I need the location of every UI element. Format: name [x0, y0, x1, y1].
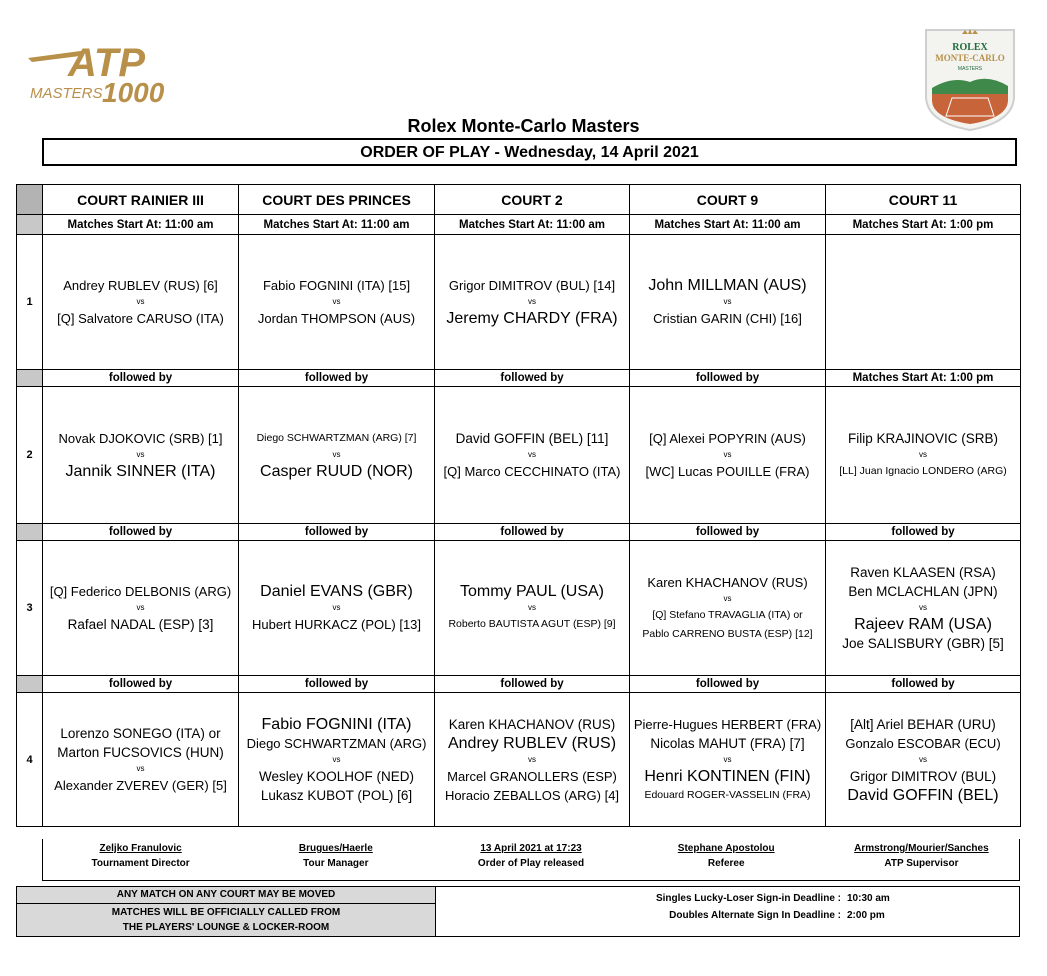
player-name: [LL] Juan Ignacio LONDERO (ARG) [839, 465, 1007, 477]
start-time: Matches Start At: 1:00 pm [826, 215, 1021, 235]
vs-label: vs [332, 603, 341, 612]
player-name: Nicolas MAHUT (FRA) [7] [650, 735, 805, 751]
player-name: Tommy PAUL (USA) [459, 583, 604, 600]
player-name: Andrey RUBLEV (RUS) [6] [63, 278, 218, 293]
vs-label: vs [723, 450, 732, 459]
followed-by: followed by [630, 524, 826, 541]
svg-text:ATP: ATP [68, 41, 146, 85]
court-header-row [17, 185, 1021, 215]
match-cell [630, 693, 826, 827]
official-name: Brugues/Haerle [298, 843, 373, 854]
player-name: Fabio FOGNINI (ITA) [15] [262, 278, 411, 293]
match-row [17, 235, 1021, 370]
player-name: John MILLMAN (AUS) [648, 277, 807, 294]
vs-label: vs [919, 754, 927, 764]
player-name: [Q] Stefano TRAVAGLIA (ITA) or [652, 608, 803, 621]
order-of-play-grid [16, 184, 1021, 827]
player-name: Grigor DIMITROV (BUL) [849, 768, 997, 784]
player-name: [Q] Alexei POPYRIN (AUS) [649, 431, 806, 446]
official [433, 839, 628, 880]
svg-text:ROLEX: ROLEX [952, 42, 988, 53]
footer-notices [16, 886, 1020, 937]
vs-label: vs [919, 450, 927, 459]
player-name: Hubert HURKACZ (POL) [13] [251, 617, 422, 632]
start-time: Matches Start At: 11:00 am [630, 215, 826, 235]
player-name: Horacio ZEBALLOS (ARG) [4] [444, 787, 620, 803]
followed-by: followed by [826, 524, 1021, 541]
player-name: Jordan THOMPSON (AUS) [257, 311, 416, 326]
followed-by: followed by [435, 676, 630, 693]
svg-text:1000: 1000 [102, 77, 165, 106]
start-time: Matches Start At: 11:00 am [239, 215, 435, 235]
player-name: Pablo CARRENO BUSTA (ESP) [12] [642, 627, 813, 640]
official [629, 839, 824, 880]
player-name: Henri KONTINEN (FIN) [644, 767, 811, 785]
row-spacer [17, 215, 43, 235]
player-name: Jeremy CHARDY (FRA) [446, 310, 618, 327]
match-cell [435, 541, 630, 676]
player-name: Ben MCLACHLAN (JPN) [848, 584, 998, 599]
match-cell [826, 693, 1021, 827]
match-cell [826, 541, 1021, 676]
match-number: 3 [17, 541, 43, 676]
player-name: Casper RUUD (NOR) [260, 463, 413, 480]
player-name: Edouard ROGER-VASSELIN (FRA) [644, 788, 811, 801]
atp-masters-1000-logo [28, 36, 178, 106]
match-number: 2 [17, 387, 43, 524]
player-name: [WC] Lucas POUILLE (FRA) [645, 464, 810, 479]
player-name: Karen KHACHANOV (RUS) [647, 574, 808, 590]
court-name: COURT 2 [435, 185, 630, 215]
match-row [17, 387, 1021, 524]
vs-label: vs [528, 603, 536, 612]
match-number: 4 [17, 693, 43, 827]
player-name: Roberto BAUTISTA AGUT (ESP) [9] [448, 618, 616, 630]
match-cell [43, 693, 239, 827]
player-name: Andrey RUBLEV (RUS) [447, 734, 617, 752]
start-time: Matches Start At: 11:00 am [43, 215, 239, 235]
followed-by: followed by [239, 524, 435, 541]
player-name: Grigor DIMITROV (BUL) [14] [448, 278, 616, 293]
vs-label: vs [528, 450, 536, 459]
player-name: Rafael NADAL (ESP) [3] [67, 617, 214, 632]
player-name: Rajeev RAM (USA) [854, 616, 992, 633]
player-name: [Q] Salvatore CARUSO (ITA) [57, 311, 224, 326]
official-role: Tournament Director [91, 858, 190, 869]
row-spacer [17, 370, 43, 387]
match-cell [43, 387, 239, 524]
followed-by: followed by [43, 370, 239, 387]
match-cell [630, 387, 826, 524]
official-name: Zeljko Franulovic [99, 843, 182, 854]
player-name: Alexander ZVEREV (GER) [5] [54, 778, 227, 793]
row-spacer [17, 676, 43, 693]
match-cell [826, 235, 1021, 370]
match-row [17, 693, 1021, 827]
match-cell [826, 387, 1021, 524]
followed-by: followed by [435, 370, 630, 387]
match-number: 1 [17, 235, 43, 370]
official-role: Referee [707, 858, 745, 869]
vs-label: vs [136, 764, 145, 773]
player-name: Lorenzo SONEGO (ITA) or [60, 726, 221, 741]
vs-label: vs [723, 593, 732, 603]
followed-by: Matches Start At: 1:00 pm [826, 370, 1021, 387]
player-name: Cristian GARIN (CHI) [16] [653, 311, 802, 326]
player-name: [Q] Marco CECCHINATO (ITA) [443, 464, 621, 479]
court-name: COURT 11 [826, 185, 1021, 215]
player-name: Marton FUCSOVICS (HUN) [57, 745, 224, 760]
player-name: Wesley KOOLHOF (NED) [258, 768, 415, 784]
vs-label: vs [332, 450, 341, 459]
followed-by: followed by [43, 524, 239, 541]
court-name: COURT 9 [630, 185, 826, 215]
notice-move: ANY MATCH ON ANY COURT MAY BE MOVED [17, 887, 435, 904]
start-time: Matches Start At: 11:00 am [435, 215, 630, 235]
tournament-title: Rolex Monte-Carlo Masters [407, 116, 640, 136]
official-name: Armstrong/Mourier/Sanches [854, 843, 989, 854]
player-name: Novak DJOKOVIC (SRB) [1] [58, 431, 223, 446]
deadline-doubles: Doubles Alternate Sign In Deadline : 2:00 pm [669, 910, 885, 921]
followed-by: followed by [239, 676, 435, 693]
official-name: 13 April 2021 at 17:23 [480, 843, 582, 854]
player-name: Lukasz KUBOT (POL) [6] [260, 787, 413, 803]
vs-label: vs [136, 450, 145, 459]
player-name: Marcel GRANOLLERS (ESP) [447, 768, 617, 784]
vs-label: vs [332, 297, 341, 306]
followed-by-row [17, 524, 1021, 541]
player-name: Jannik SINNER (ITA) [65, 463, 216, 480]
player-name: Diego SCHWARTZMAN (ARG) [7] [256, 432, 417, 444]
match-cell [43, 541, 239, 676]
official-role: Tour Manager [303, 858, 369, 869]
player-name: David GOFFIN (BEL) [847, 786, 999, 804]
start-time-row [17, 215, 1021, 235]
svg-text:MONTE-CARLO: MONTE-CARLO [935, 53, 1005, 63]
vs-label: vs [136, 603, 145, 612]
followed-by: followed by [630, 370, 826, 387]
official [238, 839, 433, 880]
match-cell [43, 235, 239, 370]
match-cell [630, 541, 826, 676]
vs-label: vs [528, 297, 536, 306]
match-cell [435, 387, 630, 524]
official-role: Order of Play released [477, 858, 585, 869]
match-cell [239, 235, 435, 370]
order-of-play-heading: ORDER OF PLAY - Wednesday, 14 April 2021 [42, 138, 1017, 166]
followed-by-row [17, 370, 1021, 387]
official [43, 839, 238, 880]
player-name: Fabio FOGNINI (ITA) [261, 715, 412, 733]
player-name: David GOFFIN (BEL) [11] [455, 431, 609, 446]
player-name: Karen KHACHANOV (RUS) [448, 716, 616, 732]
player-name: Gonzalo ESCOBAR (ECU) [845, 735, 1001, 751]
match-row [17, 541, 1021, 676]
followed-by: followed by [435, 524, 630, 541]
vs-label: vs [723, 754, 732, 764]
player-name: Joe SALISBURY (GBR) [5] [842, 636, 1004, 651]
player-name: Diego SCHWARTZMAN (ARG) [246, 735, 427, 751]
deadlines [436, 887, 1019, 936]
match-cell [630, 235, 826, 370]
official-role: ATP Supervisor [884, 858, 959, 869]
vs-label: vs [136, 297, 145, 306]
followed-by: followed by [43, 676, 239, 693]
vs-label: vs [332, 754, 341, 764]
official [824, 839, 1019, 880]
notice-called: MATCHES WILL BE OFFICIALLY CALLED FROM THE PLAYERS' LOUNGE & LOCKER-ROOM [17, 904, 435, 936]
match-cell [435, 235, 630, 370]
player-name: Daniel EVANS (GBR) [260, 583, 413, 600]
followed-by: followed by [239, 370, 435, 387]
corner-cell [17, 185, 43, 215]
player-name: [Alt] Ariel BEHAR (URU) [850, 716, 996, 732]
match-cell [435, 693, 630, 827]
match-cell [239, 541, 435, 676]
match-cell [239, 693, 435, 827]
player-name: Filip KRAJINOVIC (SRB) [847, 431, 999, 446]
player-name: Pierre-Hugues HERBERT (FRA) [633, 716, 822, 732]
deadline-singles: Singles Lucky-Loser Sign-in Deadline : 10:30 am [655, 893, 890, 904]
player-name: [Q] Federico DELBONIS (ARG) [49, 584, 232, 599]
official-name: Stephane Apostolou [677, 843, 775, 854]
court-name: COURT RAINIER III [43, 185, 239, 215]
row-spacer [17, 524, 43, 541]
followed-by-row [17, 676, 1021, 693]
vs-label: vs [528, 754, 536, 764]
followed-by: followed by [630, 676, 826, 693]
svg-text:MASTERS: MASTERS [957, 66, 983, 72]
followed-by: followed by [826, 676, 1021, 693]
vs-label: vs [919, 603, 927, 612]
court-name: COURT DES PRINCES [239, 185, 435, 215]
svg-text:MASTERS: MASTERS [30, 85, 103, 102]
player-name: Raven KLAASEN (RSA) [850, 565, 996, 580]
match-cell [239, 387, 435, 524]
vs-label: vs [723, 297, 732, 306]
officials-row [42, 839, 1020, 881]
